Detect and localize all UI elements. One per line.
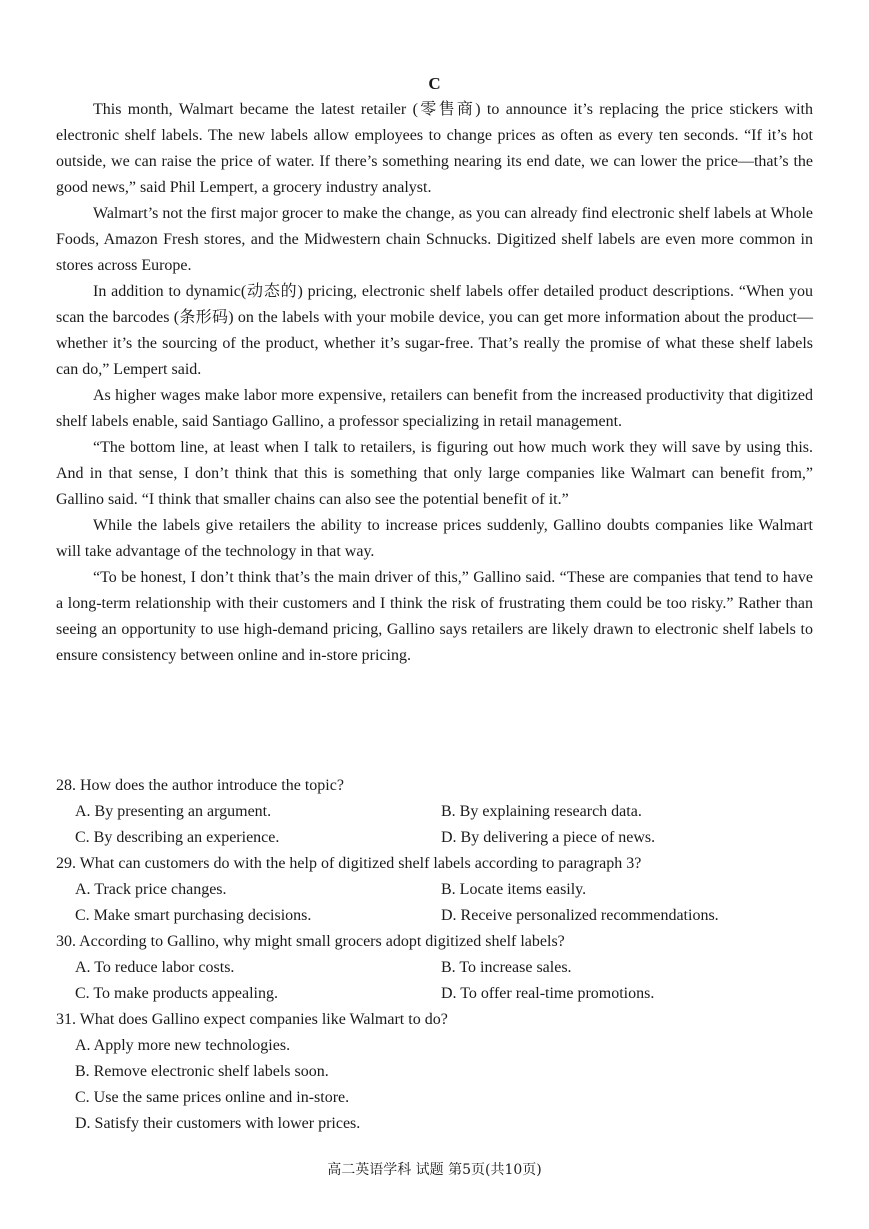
option-a: A. To reduce labor costs.	[75, 959, 235, 976]
option-group	[56, 877, 813, 929]
option-group	[56, 1033, 813, 1137]
option-d: D. Receive personalized recommendations.	[441, 907, 719, 924]
question-stem: 31. What does Gallino expect companies like Walmart to do?	[56, 1011, 448, 1028]
option-c: C. To make products appealing.	[75, 985, 278, 1002]
option-c: C. Use the same prices online and in-store.	[75, 1089, 350, 1106]
question-29	[56, 851, 813, 929]
question-28	[56, 773, 813, 851]
passage-paragraph-3: In addition to dynamic(动态的) pricing, electronic shelf labels offer detailed product descriptions. “When you scan the barcodes (条形码) on the labels with your mobile device, you can get more information about the product—whether it’s the sourcing of the product, whether it’s sugar-free. That’s really the promise of what these shelf labels can do,” Lempert said.	[56, 283, 813, 378]
option-c: C. Make smart purchasing decisions.	[75, 907, 312, 924]
passage-paragraph-7: “To be honest, I don’t think that’s the main driver of this,” Gallino said. “These are companies that tend to have a long-term relationship with their customers and I think the risk of frustrating them could be too risky.” Rather than seeing an opportunity to use high-demand pricing, Gallino says retailers are likely drawn to electronic shelf labels to ensure consistency between online and in-store pricing.	[56, 569, 813, 664]
passage-paragraph-1: This month, Walmart became the latest retailer (零售商) to announce it’s replacing the price stickers with electronic shelf labels. The new labels allow employees to change prices as often as every ten seconds. “If it’s hot outside, we can raise the price of water. If there’s something nearing its end date, we can lower the price—that’s the good news,” said Phil Lempert, a grocery industry analyst.	[56, 101, 813, 196]
option-b: B. Locate items easily.	[441, 881, 587, 898]
option-d: D. By delivering a piece of news.	[441, 829, 656, 846]
passage-paragraph-4: As higher wages make labor more expensive, retailers can benefit from the increased productivity that digitized shelf labels enable, said Santiago Gallino, a professor specializing in retail management.	[56, 387, 813, 430]
question-30	[56, 929, 813, 1007]
option-b: B. Remove electronic shelf labels soon.	[75, 1063, 329, 1080]
passage-paragraph-5: “The bottom line, at least when I talk to retailers, is figuring out how much work they will save by using this. And in that sense, I don’t think that this is something that only large companies like Walmart can benefit from,” Gallino said. “I think that smaller chains can also see the potential benefit of it.”	[56, 439, 813, 508]
option-a: A. Track price changes.	[75, 881, 227, 898]
option-c: C. By describing an experience.	[75, 829, 280, 846]
passage-paragraph-2: Walmart’s not the first major grocer to make the change, as you can already find electronic shelf labels at Whole Foods, Amazon Fresh stores, and the Midwestern chain Schnucks. Digitized shelf labels are even more common in stores across Europe.	[56, 205, 813, 274]
question-stem: 29. What can customers do with the help of digitized shelf labels according to paragraph 3?	[56, 855, 642, 872]
option-group	[56, 955, 813, 1007]
question-stem: 28. How does the author introduce the topic?	[56, 777, 344, 794]
option-a: A. By presenting an argument.	[75, 803, 272, 820]
question-stem: 30. According to Gallino, why might small grocers adopt digitized shelf labels?	[56, 933, 565, 950]
option-a: A. Apply more new technologies.	[75, 1037, 291, 1054]
reading-passage	[56, 97, 813, 669]
question-list	[56, 773, 813, 1137]
option-b: B. To increase sales.	[441, 959, 572, 976]
page-footer: 高二英语学科 试题 第5页(共10页)	[327, 1162, 542, 1178]
question-31	[56, 1007, 813, 1137]
section-heading: C	[428, 74, 441, 93]
option-d: D. To offer real-time promotions.	[441, 985, 655, 1002]
option-group	[56, 799, 813, 851]
passage-paragraph-6: While the labels give retailers the ability to increase prices suddenly, Gallino doubts companies like Walmart will take advantage of the technology in that way.	[56, 517, 813, 560]
option-b: B. By explaining research data.	[441, 803, 642, 820]
option-d: D. Satisfy their customers with lower prices.	[75, 1115, 361, 1132]
